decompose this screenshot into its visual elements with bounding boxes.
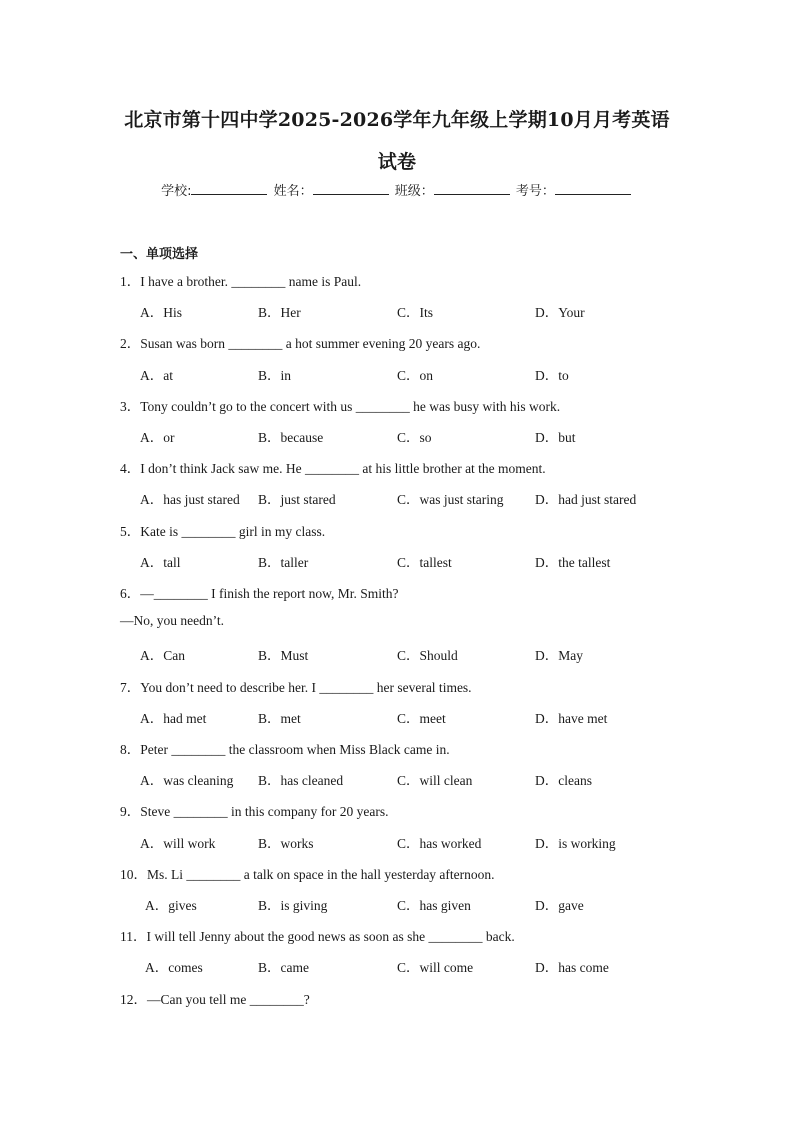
section-title: 一、单项选择	[120, 247, 199, 262]
option-c: C．will come	[397, 960, 474, 975]
exam-title-continued: 试卷	[377, 151, 417, 173]
option-b: B．came	[258, 960, 309, 975]
question-options	[0, 301, 794, 319]
school-blank	[191, 183, 267, 195]
option-c: C．will clean	[397, 773, 473, 788]
option-a: A．His	[140, 305, 183, 320]
option-b: B．Her	[258, 305, 301, 320]
question-options	[0, 956, 794, 974]
option-a: A．comes	[145, 960, 203, 975]
option-d: D．has come	[535, 960, 609, 975]
option-d: D．is working	[535, 836, 616, 851]
option-c: C．on	[397, 368, 434, 383]
question-options	[0, 551, 794, 569]
exam-number-label: 考号：	[515, 184, 555, 199]
class-label: 班级：	[394, 184, 434, 199]
question-stem: 1．I have a brother. ________ name is Paul.	[120, 274, 362, 289]
option-d: D．have met	[535, 711, 608, 726]
dialogue-reply: —No, you needn’t.	[120, 613, 224, 628]
question-stem: 4．I don’t think Jack saw me. He ________ at his little brother at the moment.	[120, 461, 546, 476]
question-options	[0, 426, 794, 444]
option-b: B．taller	[258, 555, 309, 570]
option-a: A．has just stared	[140, 492, 240, 507]
option-d: D．to	[535, 368, 569, 383]
question-stem: 10．Ms. Li ________ a talk on space in the hall yesterday afternoon.	[120, 867, 495, 882]
question-options	[0, 832, 794, 850]
option-d: D．gave	[535, 898, 584, 913]
option-d: D．but	[535, 430, 576, 445]
option-b: B．Must	[258, 648, 309, 663]
exam-title: 北京市第十四中学2025-2026学年九年级上学期10月月考英语	[124, 109, 670, 131]
question-options	[0, 707, 794, 725]
student-info-row	[0, 180, 794, 199]
question-stem: 2．Susan was born ________ a hot summer evening 20 years ago.	[120, 336, 481, 351]
option-a: A．or	[140, 430, 175, 445]
exam-number-blank	[555, 183, 631, 195]
option-b: B．met	[258, 711, 301, 726]
option-c: C．tallest	[397, 555, 452, 570]
option-a: A．at	[140, 368, 173, 383]
question-stem: 11．I will tell Jenny about the good news as soon as she ________ back.	[120, 929, 515, 944]
option-a: A．tall	[140, 555, 181, 570]
option-a: A．gives	[145, 898, 197, 913]
option-c: C．has worked	[397, 836, 482, 851]
option-c: C．meet	[397, 711, 446, 726]
school-label: 学校:	[161, 184, 192, 199]
option-a: A．will work	[140, 836, 216, 851]
question-stem: 7．You don’t need to describe her. I ________ her several times.	[120, 680, 472, 695]
option-d: D．May	[535, 648, 583, 663]
class-blank	[434, 183, 510, 195]
option-b: B．because	[258, 430, 324, 445]
option-c: C．Should	[397, 648, 458, 663]
option-d: D．had just stared	[535, 492, 637, 507]
option-b: B．just stared	[258, 492, 336, 507]
option-c: C．has given	[397, 898, 471, 913]
option-c: C．was just staring	[397, 492, 504, 507]
question-options	[0, 488, 794, 506]
option-d: D．Your	[535, 305, 585, 320]
question-stem: 6．—________ I finish the report now, Mr. Smith?	[120, 586, 399, 601]
question-stem: 5．Kate is ________ girl in my class.	[120, 524, 326, 539]
question-options	[0, 644, 794, 662]
option-b: B．has cleaned	[258, 773, 344, 788]
name-label: 姓名：	[273, 184, 313, 199]
option-b: B．is giving	[258, 898, 328, 913]
question-options	[0, 769, 794, 787]
option-a: A．was cleaning	[140, 773, 234, 788]
option-a: A．had met	[140, 711, 207, 726]
option-d: D．the tallest	[535, 555, 611, 570]
question-options	[0, 894, 794, 912]
question-options	[0, 364, 794, 382]
option-d: D．cleans	[535, 773, 592, 788]
question-stem: 8．Peter ________ the classroom when Miss Black came in.	[120, 742, 450, 757]
option-b: B．works	[258, 836, 314, 851]
question-stem: 9．Steve ________ in this company for 20 years.	[120, 804, 389, 819]
question-stem: 3．Tony couldn’t go to the concert with us ________ he was busy with his work.	[120, 399, 561, 414]
option-b: B．in	[258, 368, 292, 383]
option-a: A．Can	[140, 648, 185, 663]
option-c: C．Its	[397, 305, 434, 320]
name-blank	[313, 183, 389, 195]
option-c: C．so	[397, 430, 432, 445]
question-stem: 12．—Can you tell me ________?	[120, 992, 310, 1007]
